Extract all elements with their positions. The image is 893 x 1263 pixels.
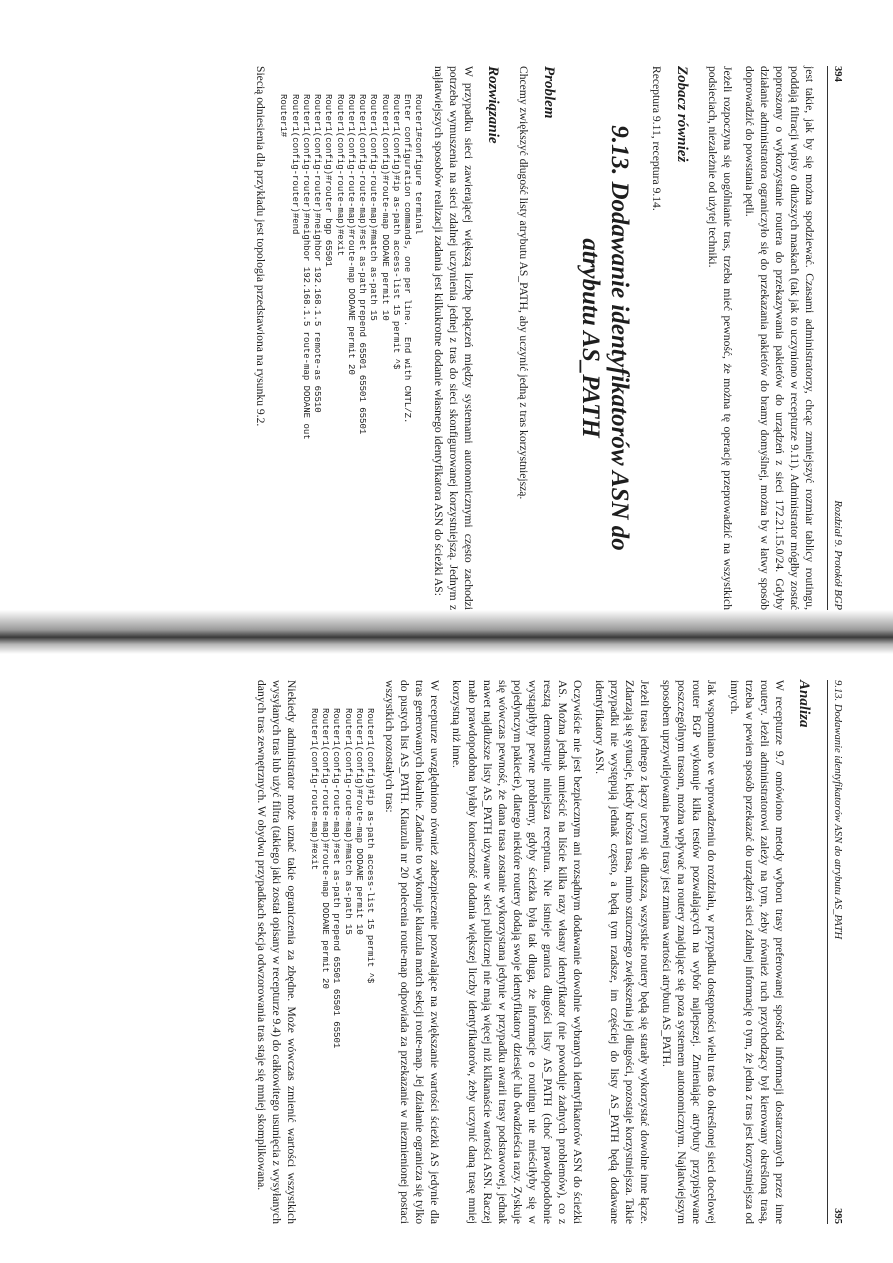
analysis-paragraph-5: W recepturze uwzględniono również zabezpieczenie pozwalające na zwiększanie wartości ścieżki AS jedynie dla tras generowanych lokalnie. Zadanie to wykonuje klauzula match sekcji route-map. Jej działanie ogranicza się tylko do pustych list AS_PATH. Klauzula nr 20 polecenia route-map odpowiada za przekazanie w niezmienionej postaci wszystkich pozostałych tras: <box>383 680 442 1224</box>
analysis-paragraph-6: Niekiedy administrator może uznać takie ograniczenia za zbędne. Może wówczas zmienić wartości wszystkich wysyłanych tras lub użyć filtra (takiego jaki został opisany w recepturze 9.4) do całkowitego usunięcia z wysyłanych danych tras zewnętrznych. W obydwu przypadkach sekcja odwzorowania tras staje się mniej skomplikowana. <box>254 680 298 1224</box>
analysis-paragraph-4: Oczywiście nie jest bezpiecznym ani rozsądnym dodawanie dowolnie wybranych identyfikatorów ASN do ścieżki AS. Można jednak umieścić na liście kilka razy własny identyfikator (nie powoduje żadnych problemów), co z resztą demonstruje niniejsza receptura. Nie istnieje granica długości listy AS_PATH (choć prawdopodobnie wystąpiłyby pewne problemy, gdyby ścieżka była tak długa, że informacje o routingu nie mieściłyby się w pojedynczym pakiecie), dlatego niektóre routery dodają swoje identyfikatory dziesięć lub dwadzieścia razy. Zyskuje się wówczas pewność, że dana trasa zostanie wykorzystana jedynie w przypadku awarii trasy podstawowej, jednak nawet najdłuższe listy AS_PATH używane w sieci publicznej nie mają więcej niż kilkanaście wartości ASN. Raczej mało prawdopodobna byłaby konieczność dodania większej liczby identyfikatorów, żeby uczynić daną trasę mniej korzystną niż inne. <box>450 680 584 1224</box>
chapter-title: 9.13. Dodawanie identyfikatorów ASN do atrybutu AS_PATH <box>832 680 843 940</box>
analysis-paragraph-3: Jeżeli trasa jednego z łączy uczyni się dłuższa, wszystkie routery będą się starały wykorzystać dowolne inne łącze. Zdarzają się sytuacje, kiedy krótsza trasa, mimo sztucznego zwiększenia jej długości, pozostaje korzystniejsza. Takie przypadki nie występują jednak często, a będą tym rzadsze, im częściej do listy AS_PATH będą dodawane identyfikatory ASN. <box>593 680 652 1224</box>
analysis-heading: Analiza <box>796 680 813 728</box>
running-head-left <box>827 66 844 610</box>
page-number: 395 <box>832 1208 843 1224</box>
analysis-paragraph-2: Jak wspomniano we wprowadzeniu do rozdziału, w przypadku dostępności wielu tras do określonej sieci docelowej router BGP wykonuje kilka testów pozwalających na wybór najlepszej. Zmieniając atrybuty przypisywane poszczególnym trasom, można wpływać na routery znajdujące się poza systemem autonomicznym. Najłatwiejszym sposobem uprzywilejowania pewnej trasy jest zmiana wartości atrybutu AS_PATH. <box>660 680 719 1224</box>
problem-text: Chcemy zwiększyć długość listy atrybutu AS_PATH, aby uczynić jedną z tras korzystniejszą. <box>517 66 531 500</box>
intro-paragraph-2: Jeżeli rozpoczyna się uogólnianie tras, trzeba mieć pewność, że można tę operację przeprowadzić na wszystkich podsieciach, niezależnie od użytej techniki. <box>705 66 734 610</box>
right-page <box>72 662 862 1242</box>
section-title: 9.13. Dodawanie identyfikatorów ASN do atrybutu AS_PATH <box>577 125 634 551</box>
problem-heading: Problem <box>540 66 557 119</box>
intro-paragraph: jest takie, jak by się można spodziewać. Czasami administratorzy, chcąc zmniejszyć rozmiar tablicy routingu, poddają filtracji wpisy o dłuższych maskach (tak jak to uczyniono w recepturze 9.11). Administrator mógłby zostać poproszony o wykorzystanie routera do przekazywania pakietów do urządzeń z sieci 172.21.15.0/24. Gdyby działanie administratora ograniczyło się do przekazania pakietów do bramy domyślnej, można by w łatwy sposób doprowadzić do powstania pętli. <box>742 66 817 610</box>
config-code-block: Router1(config)#ip as-path access-list 15 permit ^$ Router1(config)#route-map DODANE permit 10 Router1(config-route-map)#match as-path 15 Router1(config-route-map)#set as-path prepend 65501 65501 65501 Router1(config-route-map)#route-map DODANE permit 20 Router1(config-route-map)#exit <box>308 708 376 1049</box>
config-code-block: Router1#configure terminal Enter configuration commands, one per line. End with CNTL/Z. Router1(config)#ip as-path access-list 15 permit ^$ Router1(config)#route-map DODANE permit 10 Router1(config-route-map)#match as-path 15 Router1(config-route-map)#set as-path prepend 65501 65501 65501 Router1(config-route-map)#route-map DODANE permit 20 Router1(config-route-map)#exit Router1(config)#router bgp 65501 Router1(config-router)#neighbor 192.168.1.5 remote-as 65510 Router1(config-router)#neighbor 192.168.1.5 route-map DODANE out Router1(config-router)#end Router1# <box>278 94 424 440</box>
left-page <box>72 48 862 628</box>
see-also-text: Receptura 9.11, receptura 9.14. <box>650 66 664 211</box>
page-number: 394 <box>832 66 843 82</box>
see-also-heading: Zobacz również <box>673 66 690 163</box>
running-head-right <box>827 680 844 1224</box>
chapter-title: Rozdział 9. Protokół BGP <box>832 500 843 610</box>
closing-text: Siecią odniesienia dla przykładu jest topologia przedstawiona na rysunku 9.2. <box>254 66 268 427</box>
analysis-paragraph-1: W recepturze 9.7 omówiono metody wyboru trasy preferowanej spośród informacji dostarczanych przez inne routery. Jeżeli administratorowi zależy na tym, żeby również ruch przychodzący był kierowany określoną trasą, trzeba w pewien sposób przekazać do urządzeń sieci zdalnej informację o tym, że jedna z tras jest korzystniejsza od innych. <box>727 680 786 1224</box>
solution-heading: Rozwiązanie <box>485 66 502 144</box>
solution-text: W przypadku sieci zawierającej większą liczbę połączeń między systemami autonomicznymi często zachodzi potrzeba wymuszenia na sieci zdalnej uczynienia jednej z tras do sieci skonfigurowanej korzystniejszą. Jednym z najłatwiejszych sposobów realizacji zadania jest kilkukrotne dodanie własnego identyfikatora ASN do ścieżki AS: <box>431 66 475 610</box>
book-gutter <box>0 610 893 654</box>
